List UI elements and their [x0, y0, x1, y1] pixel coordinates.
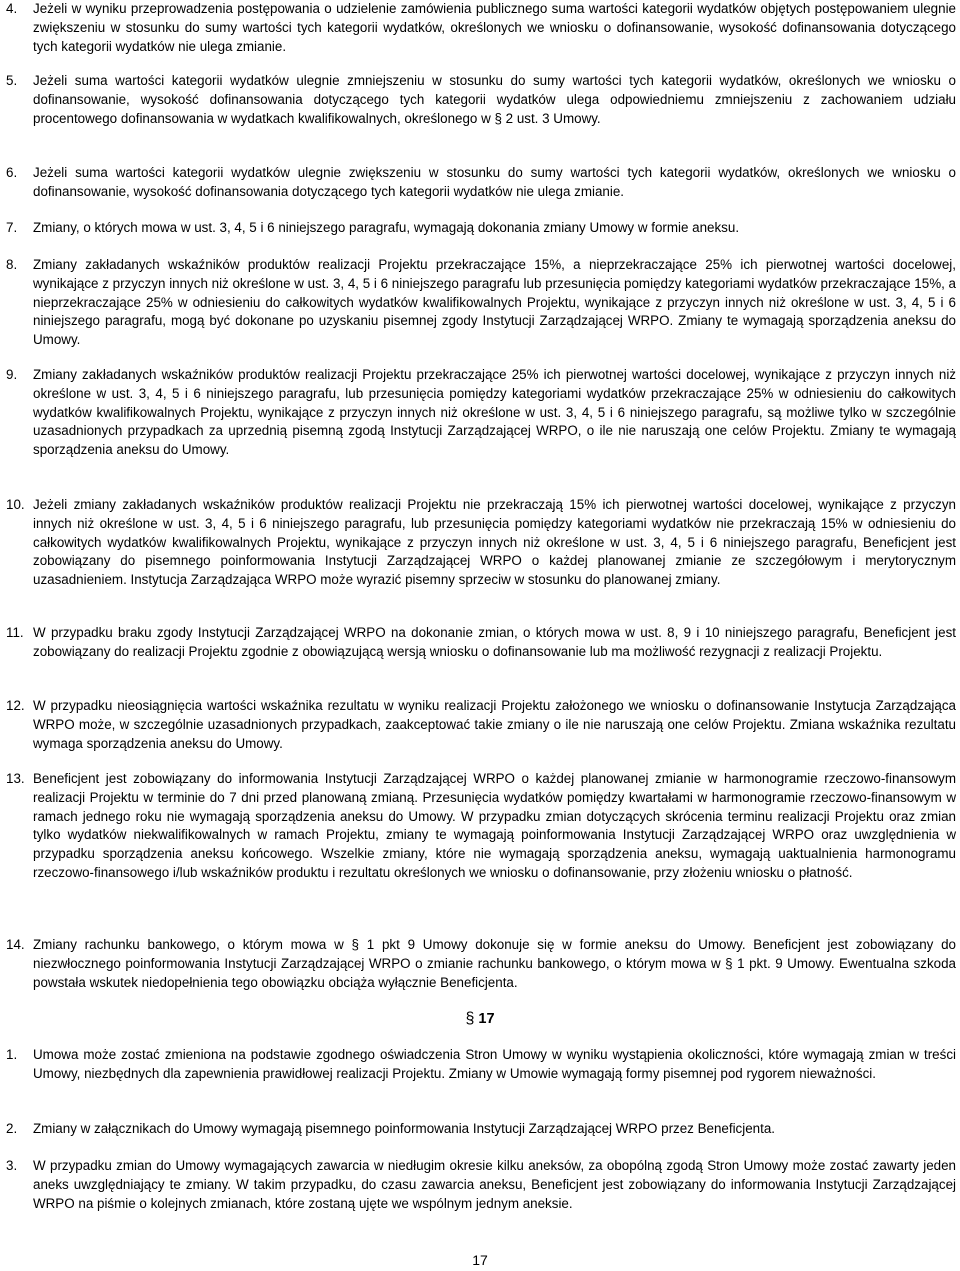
item-number: 11.	[6, 625, 24, 640]
item-text: Jeżeli w wyniku przeprowadzenia postępowania o udzielenie zamówienia publicznego suma wartości kategorii wydatków objętych postępowaniem ulegnie zwiększeniu w stosunku do sumy wartości tych kategorii wydatków, określonych we wniosku o dofinansowanie, wysokość dofinansowania dotyczącego tych kategorii wydatków nie ulega zmianie.	[33, 1, 956, 54]
section-number: 17	[478, 1011, 495, 1027]
item-text: Zmiany rachunku bankowego, o którym mowa w § 1 pkt 9 Umowy dokonuje się w formie aneksu do Umowy. Beneficjent jest zobowiązany do niezwłocznego poinformowania Instytucji Zarządzającej WRPO o zmianie rachunku bankowego, o którym mowa w § 1 pkt. 9 Umowy. Ewentualna szkoda powstała wskutek niedopełnienia tego obowiązku obciąża wyłącznie Beneficjenta.	[33, 937, 956, 990]
item-number: 7.	[6, 220, 18, 235]
paragraph-item-12	[0, 697, 960, 753]
page-number: 17	[472, 1252, 488, 1268]
item-number: 2.	[6, 1121, 18, 1136]
item-text: Zmiany, o których mowa w ust. 3, 4, 5 i 6 niniejszego paragrafu, wymagają dokonania zmiany Umowy w formie aneksu.	[33, 220, 740, 235]
item-text: Beneficjent jest zobowiązany do informowania Instytucji Zarządzającej WRPO o każdej planowanej zmianie w harmonogramie rzeczowo-finansowym realizacji Projektu w terminie do 7 dni przed planowaną zmianą. Przesunięcia wydatków pomiędzy kwartałami w harmonogramie rzeczowo-finansowym w ramach jednego roku nie wymagają sporządzenia aneksu do Umowy. W przypadku zmian dotyczących skrócenia terminu realizacji Projektu oraz zmian tylko wydatków niekwalifikowalnych w ramach Projektu, zmiany te wymagają poinformowania Instytucji Zarządzającej WRPO oraz uwzględnienia w przypadku sporządzenia aneksu końcowego. Wszelkie zmiany, które nie wymagają sporządzenia aneksu, wymagają uaktualnienia harmonogramu rzeczowo-finansowego i/lub wskaźników produktu i rezultatu określonych we wniosku o dofinansowanie, przy złożeniu wniosku o płatność.	[33, 771, 956, 880]
item-number: 9.	[6, 367, 18, 382]
section-17-item-3	[0, 1157, 960, 1213]
item-number: 6.	[6, 165, 18, 180]
item-text: Jeżeli zmiany zakładanych wskaźników produktów realizacji Projektu nie przekraczają 15% ich pierwotnej wartości docelowej, wynikające z przyczyn innych niż określone w ust. 3, 4, 5 i 6 niniejszego paragrafu, lub przesunięcia pomiędzy kategoriami wydatków nie przekraczają 15% w odniesieniu do całkowitych wydatków kwalifikowalnych Projektu, wynikające z przyczyn innych niż określone w ust. 3, 4, 5 i 6 niniejszego paragrafu, Beneficjent jest zobowiązany do pisemnego poinformowania Instytucji Zarządzającej WRPO o każdej planowanej zmianie ze szczegółowym i merytorycznym uzasadnieniem. Instytucja Zarządzająca WRPO może wyrazić pisemny sprzeciw w stosunku do planowanej zmiany.	[33, 497, 956, 588]
item-text: Zmiany w załącznikach do Umowy wymagają pisemnego poinformowania Instytucji Zarządzającej WRPO przez Beneficjenta.	[33, 1121, 776, 1136]
section-17-item-1	[0, 1046, 960, 1084]
paragraph-item-8	[0, 256, 960, 350]
paragraph-item-13	[0, 770, 960, 883]
item-number: 12.	[6, 698, 25, 713]
item-text: Umowa może zostać zmieniona na podstawie zgodnego oświadczenia Stron Umowy w wyniku wystąpienia okoliczności, które wymagają zmian w treści Umowy, niezbędnych dla zapewnienia prawidłowej realizacji Projektu. Zmiany w Umowie wymagają formy pisemnej pod rygorem nieważności.	[33, 1047, 956, 1081]
paragraph-item-5	[0, 72, 960, 128]
item-text: W przypadku braku zgody Instytucji Zarządzającej WRPO na dokonanie zmian, o których mowa w ust. 8, 9 i 10 niniejszego paragrafu, Beneficjent jest zobowiązany do realizacji Projektu zgodnie z obowiązującą wersją wniosku o dofinansowanie lub ma możliwość rezygnacji z realizacji Projektu.	[33, 625, 956, 659]
item-number: 8.	[6, 257, 18, 272]
item-number: 10.	[6, 497, 25, 512]
item-text: Jeżeli suma wartości kategorii wydatków ulegnie zwiększeniu w stosunku do sumy wartości tych kategorii wydatków, określonych we wniosku o dofinansowanie, wysokość dofinansowania dotyczącego tych kategorii wydatków nie ulega zmianie.	[33, 165, 956, 199]
section-17-item-2	[0, 1120, 960, 1139]
item-number: 5.	[6, 73, 18, 88]
paragraph-item-10	[0, 496, 960, 590]
item-number: 14.	[6, 937, 25, 952]
paragraph-item-6	[0, 164, 960, 202]
paragraph-item-9	[0, 366, 960, 460]
item-number: 13.	[6, 771, 25, 786]
item-text: Zmiany zakładanych wskaźników produktów realizacji Projektu przekraczające 15%, a nieprzekraczające 25% ich pierwotnej wartości docelowej, wynikające z przyczyn innych niż określone w ust. 3, 4, 5 i 6 niniejszego paragrafu lub przesunięcia pomiędzy kategoriami wydatków przekraczające 15%, a nieprzekraczające 25% w odniesieniu do całkowitych wydatków kwalifikowalnych Projektu, wynikające z przyczyn innych niż określone w ust. 3, 4, 5 i 6 niniejszego paragrafu, mogą być dokonane po uzyskaniu pisemnej zgody Instytucji Zarządzającej WRPO. Zmiany te wymagają sporządzenia aneksu do Umowy.	[33, 257, 956, 348]
item-text: Jeżeli suma wartości kategorii wydatków ulegnie zmniejszeniu w stosunku do sumy wartości tych kategorii wydatków, określonych we wniosku o dofinansowanie, wysokość dofinansowania dotyczącego tych kategorii wydatków ulega odpowiedniemu zmniejszeniu z zachowaniem udziału procentowego dofinansowania w wydatkach kwalifikowalnych, określonego w § 2 ust. 3 Umowy.	[33, 73, 956, 126]
item-number: 4.	[6, 1, 18, 16]
item-text: W przypadku nieosiągnięcia wartości wskaźnika rezultatu w wyniku realizacji Projektu założonego we wniosku o dofinansowanie Instytucja Zarządzająca WRPO może, w szczególnie uzasadnionych przypadkach, zaakceptować takie zmiany o ile nie naruszają one celów Projektu. Zmiana wskaźnika rezultatu wymaga sporządzenia aneksu do Umowy.	[33, 698, 956, 751]
section-symbol: §	[465, 1010, 475, 1027]
item-text: W przypadku zmian do Umowy wymagających zawarcia w niedługim okresie kilku aneksów, za obopólną zgodą Stron Umowy może zostać zawarty jeden aneks uwzględniający te zmiany. W takim przypadku, do czasu zawarcia aneksu, Beneficjent jest zobowiązany do informowania Instytucji Zarządzającej WRPO na piśmie o kolejnych zmianach, które zostaną ujęte we wspólnym jednym aneksie.	[33, 1158, 956, 1211]
section-heading	[0, 1009, 960, 1029]
item-number: 3.	[6, 1158, 18, 1173]
paragraph-item-14	[0, 936, 960, 992]
paragraph-item-11	[0, 624, 960, 662]
item-text: Zmiany zakładanych wskaźników produktów realizacji Projektu przekraczające 25% ich pierwotnej wartości docelowej, wynikające z przyczyn innych niż określone w ust. 3, 4, 5 i 6 niniejszego paragrafu, lub przesunięcia pomiędzy kategoriami wydatków przekraczające 25% w odniesieniu do całkowitych wydatków kwalifikowalnych Projektu, wynikające z przyczyn innych niż określone w ust. 3, 4, 5 i 6 niniejszego paragrafu, są możliwe tylko w szczególnie uzasadnionych przypadkach za uprzednią pisemną zgodą Instytucji Zarządzającej WRPO, o ile nie naruszają one celów Projektu. Zmiany te wymagają sporządzenia aneksu do Umowy.	[33, 367, 956, 458]
paragraph-item-4	[0, 0, 960, 56]
item-number: 1.	[6, 1047, 18, 1062]
paragraph-item-7	[0, 219, 960, 238]
